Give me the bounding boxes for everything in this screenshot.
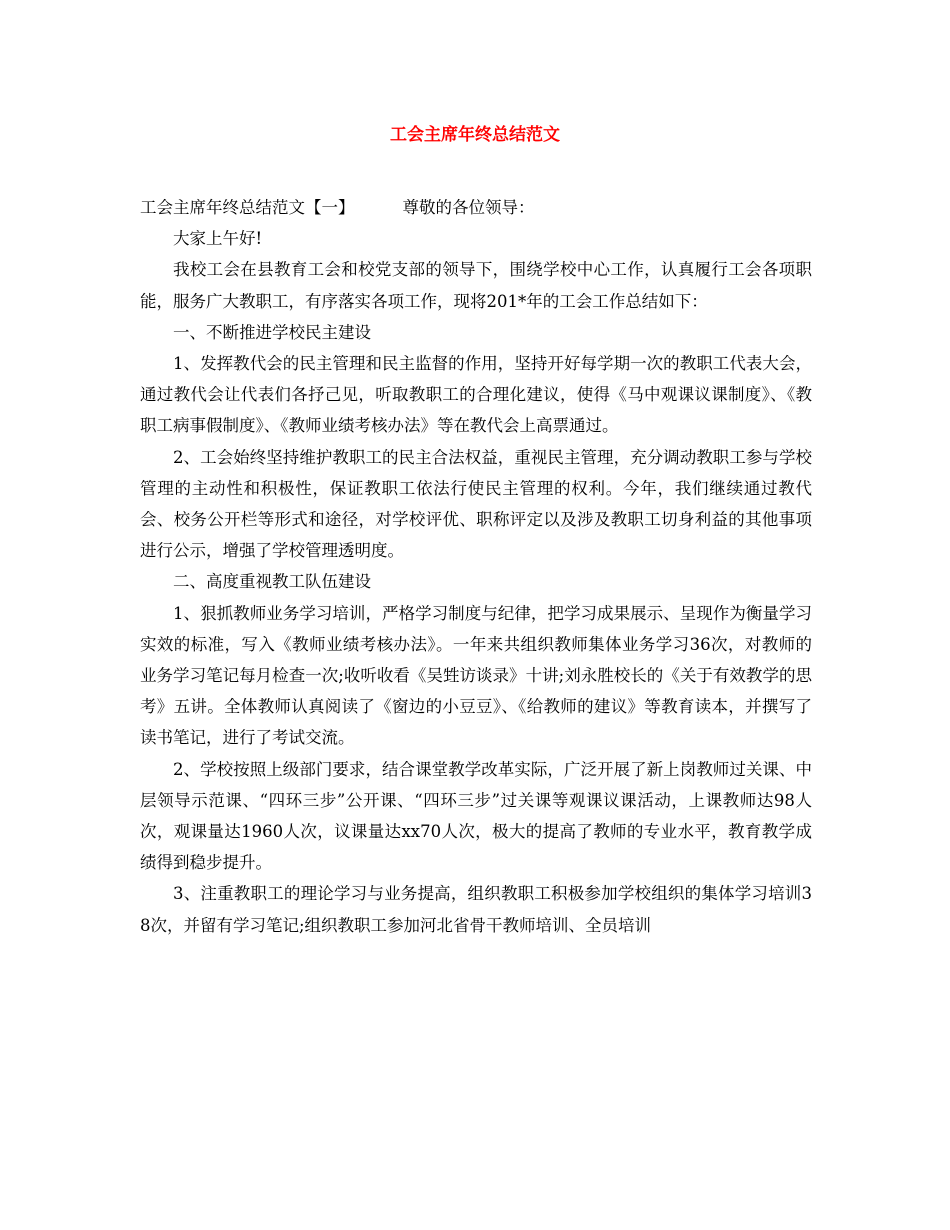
paragraph-1-2: 2、工会始终坚持维护教职工的民主合法权益，重视民主管理，充分调动教职工参与学校管理的主动性和积极性，保证教职工依法行使民主管理的权利。今年，我们继续通过教代会、校务公开栏等形式和途径，对学校评优、职称评定以及涉及教职工切身利益的其他事项进行公示，增强了学校管理透明度。 <box>140 447 812 561</box>
document-body <box>140 192 812 941</box>
paragraph-2-1: 1、狠抓教师业务学习培训，严格学习制度与纪律，把学习成果展示、呈现作为衡量学习实效的标准，写入《教师业绩考核办法》。一年来共组织教师集体业务学习36次，对教师的业务学习笔记每月检查一次;收听收看《吴甡访谈录》十讲;刘永胜校长的《关于有效教学的思考》五讲。全体教师认真阅读了《窗边的小豆豆》、《给教师的建议》等教育读本，并撰写了读书笔记，进行了考试交流。 <box>140 603 812 748</box>
greeting-paragraph: 大家上午好! <box>173 229 263 249</box>
intro-paragraph: 我校工会在县教育工会和校党支部的领导下，围绕学校中心工作，认真履行工会各项职能，服务广大教职工，有序落实各项工作，现将201*年的工会工作总结如下： <box>140 260 812 311</box>
paragraph-1-1: 1、发挥教代会的民主管理和民主监督的作用，坚持开好每学期一次的教职工代表大会，通过教代会让代表们各抒己见，听取教职工的合理化建议，使得《马中观课议课制度》、《教职工病事假制度》、《教师业绩考核办法》等在教代会上高票通过。 <box>140 354 812 436</box>
section-heading-1: 一、不断推进学校民主建设 <box>173 322 371 342</box>
document-title: 工会主席年终总结范文 <box>390 125 560 145</box>
salutation: 尊敬的各位领导： <box>402 198 535 217</box>
section-heading: 工会主席年终总结范文【一】 <box>140 198 355 217</box>
section-heading-2: 二、高度重视教工队伍建设 <box>173 572 371 592</box>
paragraph-2-3: 3、注重教职工的理论学习与业务提高，组织教职工积极参加学校组织的集体学习培训38次，并留有学习笔记;组织教职工参加河北省骨干教师培训、全员培训 <box>140 884 812 935</box>
heading-salutation-line <box>140 192 812 223</box>
paragraph-2-2: 2、学校按照上级部门要求，结合课堂教学改革实际，广泛开展了新上岗教师过关课、中层领导示范课、“四环三步”公开课、“四环三步”过关课等观课议课活动，上课教师达98人次，观课量达1960人次，议课量达xx70人次，极大的提高了教师的专业水平，教育教学成绩得到稳步提升。 <box>140 759 812 873</box>
